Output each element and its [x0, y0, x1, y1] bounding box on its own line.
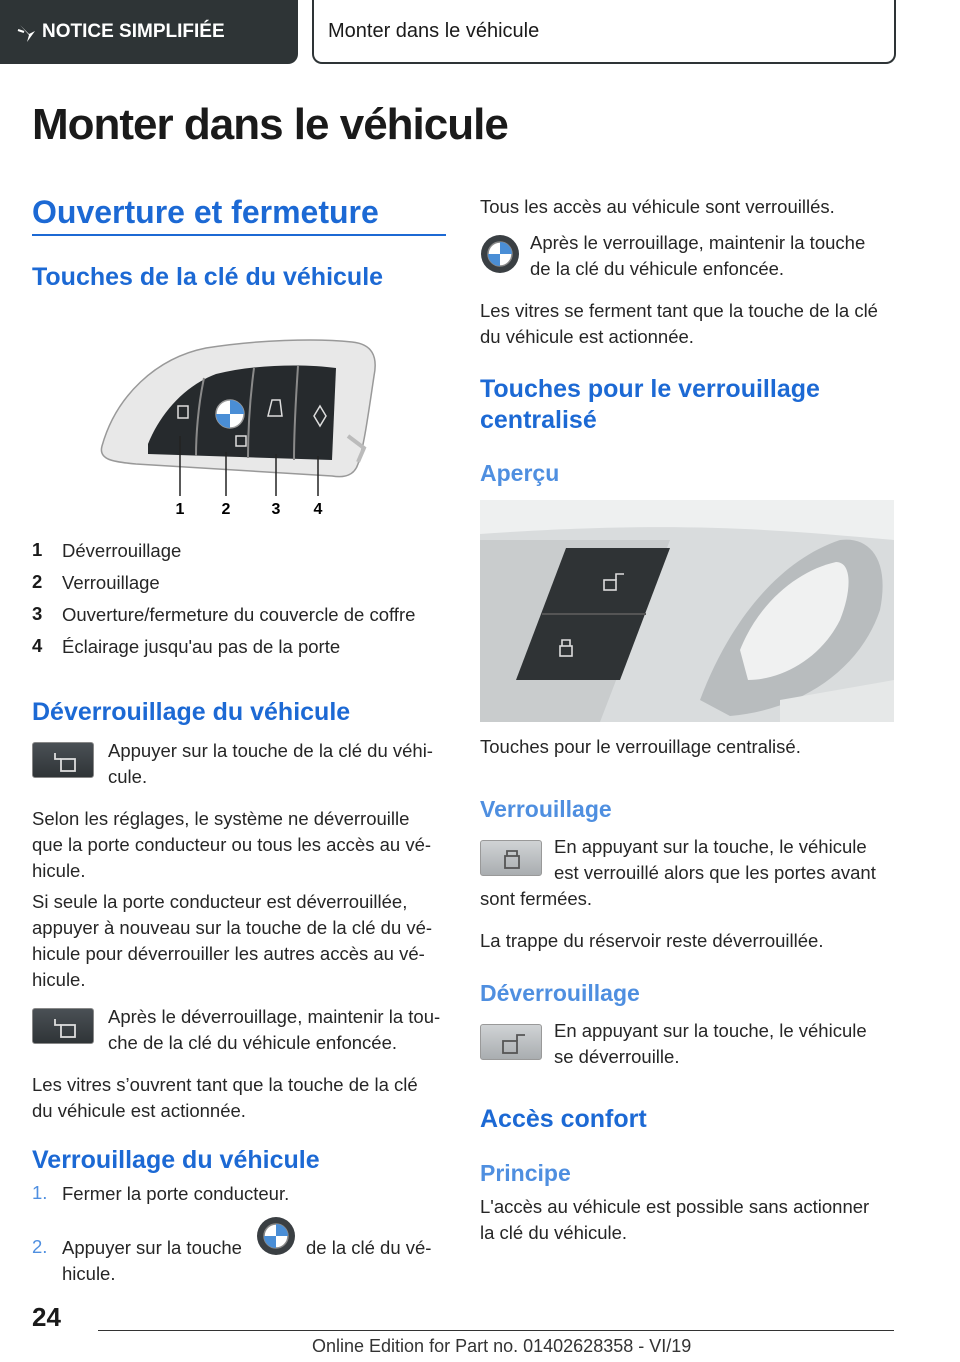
- subheading-unlocking: Déverrouillage: [480, 980, 640, 1006]
- paragraph: du véhicule est actionnée.: [32, 1100, 246, 1121]
- footer-edition: Online Edition for Part no. 01402628358 - VI/19: [312, 1336, 692, 1356]
- header-tab-label: NOTICE SIMPLIFIÉE: [42, 21, 225, 42]
- paragraph: Les vitres se ferment tant que la touche de la clé: [480, 300, 878, 321]
- unlock-button-icon: [480, 1024, 542, 1060]
- locking-text: En appuyant sur la touche, le véhicule: [554, 836, 867, 857]
- hold-instruction: Après le verrouillage, maintenir la touche: [530, 232, 866, 253]
- legend-text: Ouverture/fermeture du couvercle de coffre: [62, 604, 416, 625]
- unlocking-text: En appuyant sur la touche, le véhicule: [554, 1020, 867, 1041]
- hold-instruction: de la clé du véhicule enfoncée.: [530, 258, 785, 279]
- unlocking-text: se déverrouille.: [554, 1046, 680, 1067]
- paragraph: appuyer à nouveau sur la touche de la clé du vé-: [32, 917, 433, 938]
- unlock-instruction: Appuyer sur la touche de la clé du véhi-: [108, 740, 433, 761]
- legend-number: 4: [32, 635, 43, 656]
- footer-rule: [98, 1330, 894, 1331]
- header-tab-quick-guide[interactable]: [0, 0, 298, 64]
- paragraph: hicule.: [32, 860, 86, 881]
- key-label: 1: [175, 501, 185, 518]
- subheading-overview: Aperçu: [480, 460, 560, 486]
- unlock-button-icon: [32, 1008, 94, 1044]
- step-text: hicule.: [62, 1263, 116, 1284]
- page-number: 24: [32, 1302, 61, 1332]
- paragraph: que la porte conducteur ou tous les accès au vé-: [32, 834, 432, 855]
- locking-text: sont fermées.: [480, 888, 593, 909]
- legend-number: 1: [32, 539, 43, 560]
- bmw-key-button-icon: [256, 1216, 296, 1256]
- header-section-label: Monter dans le véhicule: [328, 19, 540, 42]
- key-label: 2: [221, 501, 231, 518]
- subheading-principle: Principe: [480, 1160, 571, 1186]
- legend-number: 2: [32, 571, 43, 592]
- subheading-unlock-vehicle: Déverrouillage du véhicule: [32, 698, 351, 726]
- legend-text: Éclairage jusqu'au pas de la porte: [62, 636, 341, 657]
- unlock-instruction: cule.: [108, 766, 148, 787]
- paragraph: hicule pour déverrouiller les autres accès au vé-: [32, 943, 425, 964]
- step-number: 1.: [32, 1182, 48, 1203]
- header-tab-section[interactable]: [312, 0, 896, 64]
- subheading-comfort-access: Accès confort: [480, 1105, 647, 1133]
- lock-button-icon: [480, 840, 542, 876]
- section-heading-open-close: Ouverture et fermeture: [32, 194, 379, 230]
- key-label: 4: [313, 501, 323, 518]
- hold-instruction: che de la clé du véhicule enfoncée.: [108, 1032, 398, 1053]
- paragraph: la clé du véhicule.: [480, 1222, 628, 1243]
- paragraph: L'accès au véhicule est possible sans actionner: [480, 1196, 870, 1217]
- legend-number: 3: [32, 603, 43, 624]
- step-number: 2.: [32, 1236, 48, 1257]
- door-handle-photo: [480, 500, 894, 722]
- paragraph: La trappe du réservoir reste déverrouillée.: [480, 930, 824, 951]
- paragraph: Tous les accès au véhicule sont verrouillés.: [480, 196, 835, 217]
- step-text: Appuyer sur la touche: [62, 1237, 242, 1258]
- sparkle-icon: [16, 22, 38, 44]
- subheading-key-buttons: Touches de la clé du véhicule: [32, 263, 384, 291]
- hold-instruction: Après le déverrouillage, maintenir la tou-: [108, 1006, 441, 1027]
- page-title: Monter dans le véhicule: [32, 100, 508, 149]
- paragraph: Les vitres s’ouvrent tant que la touche de la clé: [32, 1074, 418, 1095]
- paragraph: Selon les réglages, le système ne déverrouille: [32, 808, 410, 829]
- paragraph: hicule.: [32, 969, 86, 990]
- legend-text: Déverrouillage: [62, 540, 182, 561]
- legend-text: Verrouillage: [62, 572, 160, 593]
- subheading-locking: Verrouillage: [480, 796, 612, 822]
- subheading-central-locking: Touches pour le verrouillage: [480, 375, 820, 403]
- key-fob-illustration: [96, 336, 386, 522]
- step-text: de la clé du vé-: [306, 1237, 432, 1258]
- unlock-button-icon: [32, 742, 94, 778]
- subheading-central-locking: centralisé: [480, 406, 597, 434]
- paragraph: du véhicule est actionnée.: [480, 326, 694, 347]
- subheading-lock-vehicle: Verrouillage du véhicule: [32, 1146, 320, 1174]
- image-caption: Touches pour le verrouillage centralisé.: [480, 736, 801, 757]
- heading-rule: [32, 234, 446, 236]
- key-label: 3: [271, 501, 281, 518]
- locking-text: est verrouillé alors que les portes avant: [554, 862, 876, 883]
- bmw-key-button-icon: [480, 234, 520, 274]
- step-text: Fermer la porte conducteur.: [62, 1183, 290, 1204]
- paragraph: Si seule la porte conducteur est déverrouillée,: [32, 891, 408, 912]
